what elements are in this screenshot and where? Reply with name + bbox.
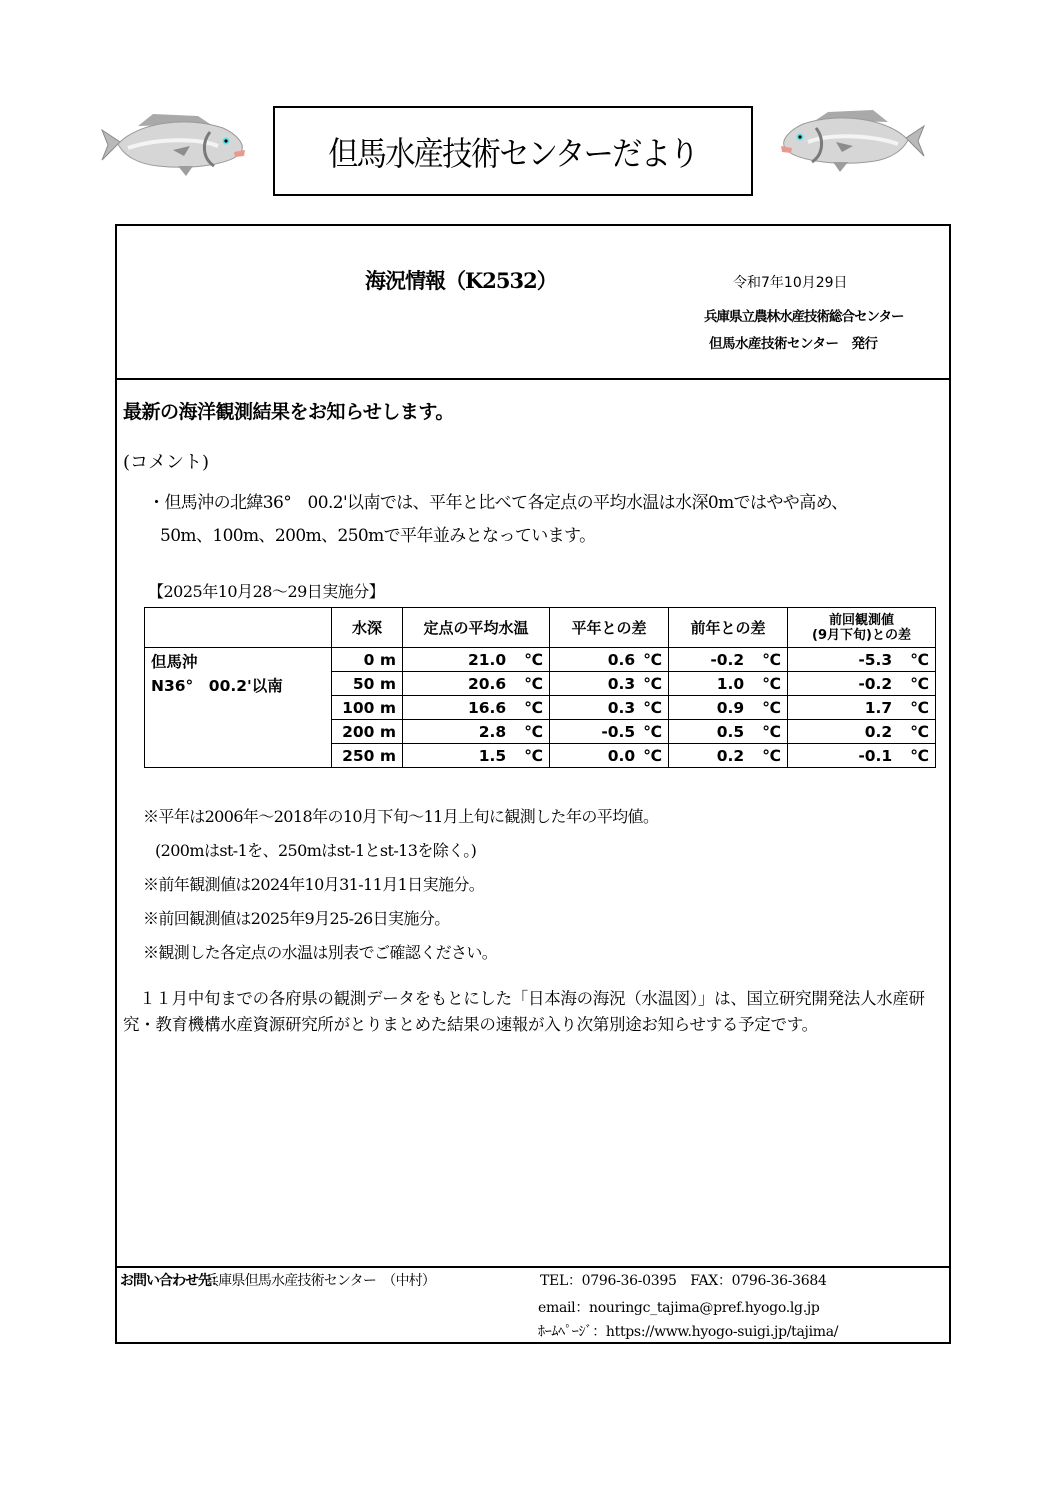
cell-value: 20.6 <box>467 674 507 693</box>
celsius-unit: ℃ <box>762 722 781 741</box>
footer-divider <box>115 1266 951 1268</box>
cell-value: -5.3 <box>858 650 893 669</box>
celsius-unit: ℃ <box>643 650 662 669</box>
diff-prev-year-cell <box>669 744 788 768</box>
header-diff-last-obs <box>788 608 936 648</box>
depth-cell <box>332 720 403 744</box>
celsius-unit: ℃ <box>524 698 543 717</box>
document-title: 海況情報（K2532） <box>365 268 557 293</box>
diff-last-obs-cell <box>788 696 936 720</box>
celsius-unit: ℃ <box>762 674 781 693</box>
celsius-unit: ℃ <box>762 698 781 717</box>
fish-icon <box>98 108 248 180</box>
cell-value: 0 m <box>363 650 396 669</box>
celsius-unit: ℃ <box>910 650 929 669</box>
cell-value: 50 m <box>352 674 396 693</box>
header-diff-last-obs-line1: 前回観測値 <box>828 612 894 628</box>
cell-value: 1.7 <box>864 698 893 717</box>
diff-prev-year-cell <box>669 648 788 672</box>
celsius-unit: ℃ <box>643 674 662 693</box>
cell-value: -0.2 <box>858 674 893 693</box>
note-item: ※前年観測値は2024年10月31-11月1日実施分。 <box>143 875 485 894</box>
cell-value: 0.6 <box>607 650 636 669</box>
avg-temp-cell <box>403 648 550 672</box>
cell-value: -0.1 <box>858 746 893 765</box>
header-divider <box>115 378 951 380</box>
diff-prev-year-cell <box>669 696 788 720</box>
diff-normal-cell <box>550 696 669 720</box>
table-row <box>145 648 936 672</box>
celsius-unit: ℃ <box>524 722 543 741</box>
announcement-paragraph: １１月中旬までの各府県の観測データをもとにした「日本海の海況（水温図）」は、国立研究開発法人水産研究・教育機構水産資源研究所がとりまとめた結果の速報が入り次第別途お知らせする予定です。 <box>123 989 925 1034</box>
cell-value: 0.2 <box>864 722 893 741</box>
observation-table <box>144 607 936 768</box>
diff-normal-cell <box>550 720 669 744</box>
contact-email[interactable]: email：nouringc_tajima@pref.hyogo.lg.jp <box>538 1300 820 1316</box>
newsletter-banner <box>273 106 753 196</box>
header-depth: 水深 <box>332 608 403 648</box>
celsius-unit: ℃ <box>910 722 929 741</box>
cell-value: 0.5 <box>716 722 745 741</box>
celsius-unit: ℃ <box>762 650 781 669</box>
table-header-row <box>145 608 936 648</box>
document-frame <box>115 224 951 1344</box>
notes-list <box>143 800 658 970</box>
celsius-unit: ℃ <box>910 674 929 693</box>
header-diff-last-obs-line2: (9月下旬)との差 <box>812 627 911 643</box>
area-name: 但馬沖 <box>151 653 198 671</box>
note-item: ※前回観測値は2025年9月25-26日実施分。 <box>143 909 450 928</box>
cell-value: 2.8 <box>478 722 507 741</box>
area-cell <box>145 648 332 768</box>
issue-date: 令和7年10月29日 <box>733 275 848 291</box>
celsius-unit: ℃ <box>643 698 662 717</box>
diff-normal-cell <box>550 648 669 672</box>
contact-label: お問い合わせ先： <box>120 1273 224 1289</box>
celsius-unit: ℃ <box>643 722 662 741</box>
cell-value: 200 m <box>342 722 396 741</box>
fish-icon <box>778 104 928 176</box>
issuer-organization: 兵庫県立農林水産技術総合センター <box>704 309 904 325</box>
contact-organization: 兵庫県但馬水産技術センター （中村） <box>205 1273 436 1289</box>
avg-temp-cell <box>403 696 550 720</box>
cell-value: 0.2 <box>716 746 745 765</box>
celsius-unit: ℃ <box>910 698 929 717</box>
table-caption: 【2025年10月28～29日実施分】 <box>148 582 385 601</box>
cell-value: 0.3 <box>607 698 636 717</box>
avg-temp-cell <box>403 744 550 768</box>
comment-text-line2: 50m、100m、200m、250mで平年並みとなっています。 <box>160 526 596 546</box>
celsius-unit: ℃ <box>524 746 543 765</box>
issuer-center: 但馬水産技術センター 発行 <box>709 336 878 352</box>
celsius-unit: ℃ <box>643 746 662 765</box>
celsius-unit: ℃ <box>524 650 543 669</box>
diff-prev-year-cell <box>669 720 788 744</box>
celsius-unit: ℃ <box>910 746 929 765</box>
cell-value: 0.0 <box>607 746 636 765</box>
cell-value: 0.9 <box>716 698 745 717</box>
cell-value: 21.0 <box>467 650 507 669</box>
cell-value: 0.3 <box>607 674 636 693</box>
note-item: ※平年は2006年～2018年の10月下旬～11月上旬に観測した年の平均値。 <box>143 807 659 826</box>
lead-heading: 最新の海洋観測結果をお知らせします。 <box>123 401 454 423</box>
cell-value: -0.5 <box>601 722 636 741</box>
comment-text-line1: ・但馬沖の北緯36° 00.2'以南では、平年と比べて各定点の平均水温は水深0mではやや高め、 <box>148 493 848 513</box>
area-latitude: N36° 00.2'以南 <box>151 677 283 695</box>
avg-temp-cell <box>403 720 550 744</box>
depth-cell <box>332 744 403 768</box>
note-item: (200mはst-1を、250mはst-1とst-13を除く。) <box>155 841 477 860</box>
header-avg-temp: 定点の平均水温 <box>403 608 550 648</box>
depth-cell <box>332 648 403 672</box>
avg-temp-cell <box>403 672 550 696</box>
celsius-unit: ℃ <box>524 674 543 693</box>
diff-last-obs-cell <box>788 648 936 672</box>
diff-normal-cell <box>550 672 669 696</box>
header-diff-normal: 平年との差 <box>550 608 669 648</box>
header-diff-prev-year: 前年との差 <box>669 608 788 648</box>
cell-value: 1.5 <box>478 746 507 765</box>
depth-cell <box>332 696 403 720</box>
cell-value: -0.2 <box>710 650 745 669</box>
contact-phone-fax: TEL：0796-36-0395 FAX：0796-36-3684 <box>540 1273 827 1289</box>
diff-last-obs-cell <box>788 744 936 768</box>
diff-prev-year-cell <box>669 672 788 696</box>
diff-last-obs-cell <box>788 672 936 696</box>
contact-website[interactable]: ﾎｰﾑﾍﾟｰｼﾞ：https://www.hyogo-suigi.jp/tajima/ <box>538 1324 839 1340</box>
cell-value: 16.6 <box>467 698 507 717</box>
diff-last-obs-cell <box>788 720 936 744</box>
diff-normal-cell <box>550 744 669 768</box>
header-area <box>145 608 332 648</box>
cell-value: 1.0 <box>716 674 745 693</box>
newsletter-title: 但馬水産技術センターだより <box>328 133 698 173</box>
comment-label: (コメント) <box>123 452 210 473</box>
depth-cell <box>332 672 403 696</box>
cell-value: 250 m <box>342 746 396 765</box>
cell-value: 100 m <box>342 698 396 717</box>
note-item: ※観測した各定点の水温は別表でご確認ください。 <box>143 943 498 962</box>
celsius-unit: ℃ <box>762 746 781 765</box>
